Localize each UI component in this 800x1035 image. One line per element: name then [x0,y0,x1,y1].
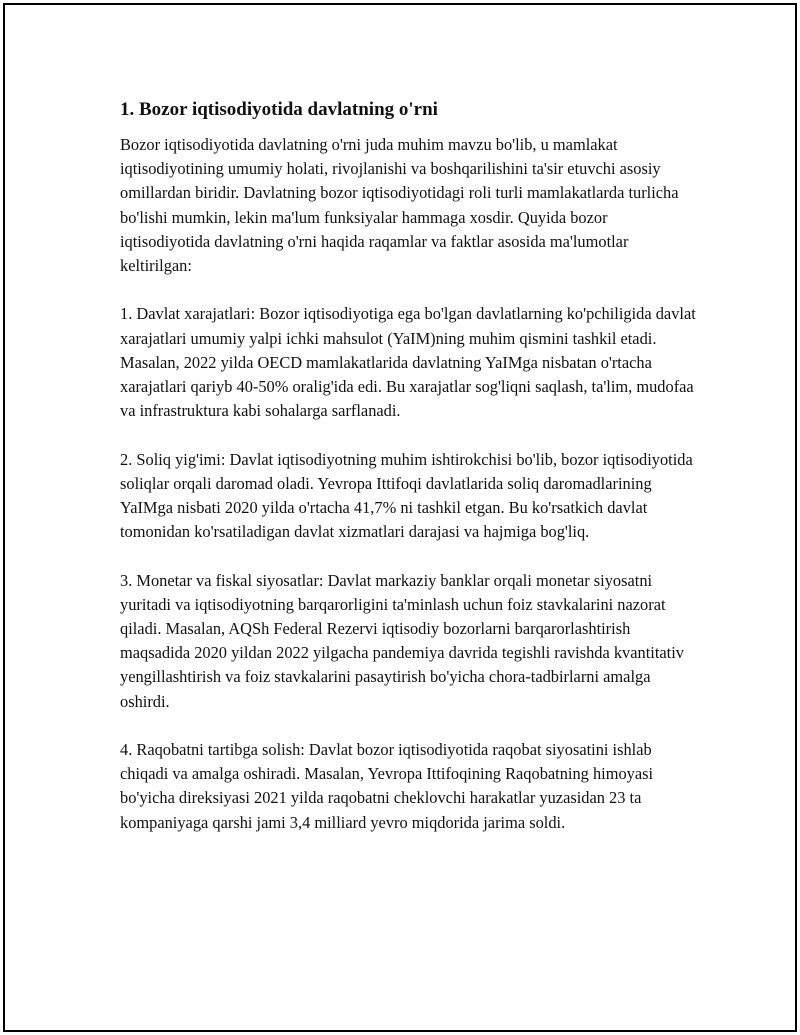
paragraph-government-spending: 1. Davlat xarajatlari: Bozor iqtisodiyotiga ega bo'lgan davlatlarning ko'pchiligida davlat xarajatlari umumiy yalpi ichki mahsulot (YaIM)ning muhim qismini tashkil etadi. Masalan, 2022 yilda OECD mamlakatlarida davlatning YaIMga nisbatan o'rtacha xarajatlari qariyb 40-50% oralig'ida edi. Bu xarajatlar sog'liqni saqlash, ta'lim, mudofaa va infrastruktura kabi sohalarga sarflanadi. [120,304,696,421]
page-frame [3,3,797,1032]
section-heading: 1. Bozor iqtisodiyotida davlatning o'rni [120,99,438,120]
paragraph-tax-collection: 2. Soliq yig'imi: Davlat iqtisodiyotning muhim ishtirokchisi bo'lib, bozor iqtisodiyotida soliqlar orqali daromad oladi. Yevropa Ittifoqi davlatlarida soliq daromadlarining YaIMga nisbati 2020 yilda o'rtacha 41,7% ni tashkil etgan. Bu ko'rsatkich davlat tomonidan ko'rsatiladigan davlat xizmatlari darajasi va hajmiga bog'liq. [120,449,693,542]
intro-paragraph: Bozor iqtisodiyotida davlatning o'rni juda muhim mavzu bo'lib, u mamlakat iqtisodiyotining umumiy holati, rivojlanishi va boshqarilishini ta'sir etuvchi asosiy omillardan biridir. Davlatning bozor iqtisodiyotidagi roli turli mamlakatlarda turlicha bo'lishi mumkin, lekin ma'lum funksiyalar hammaga xosdir. Quyida bozor iqtisodiyotida davlatning o'rni haqida raqamlar va faktlar asosida ma'lumotlar keltirilgan: [120,135,679,276]
document-body [120,97,700,859]
paragraph-competition-regulation: 4. Raqobatni tartibga solish: Davlat bozor iqtisodiyotida raqobat siyosatini ishlab chiqadi va amalga oshiradi. Masalan, Yevropa Ittifoqining Raqobatning himoyasi bo'yicha direksiyasi 2021 yilda raqobatni cheklovchi harakatlar yuzasidan 23 ta kompaniyaga qarshi jami 3,4 milliard yevro miqdorida jarima soldi. [120,740,654,832]
paragraph-monetary-fiscal-policy: 3. Monetar va fiskal siyosatlar: Davlat markaziy banklar orqali monetar siyosatni yuritadi va iqtisodiyotning barqarorligini ta'minlash uchun foiz stavkalarini nazorat qiladi. Masalan, AQSh Federal Rezervi iqtisodiy bozorlarni barqarorlashtirish maqsadida 2020 yildan 2022 yilgacha pandemiya davrida tegishli ravishda kvantitativ yengillashtirish va foiz stavkalarini pasaytirish bo'yicha chora-tadbirlarni amalga oshirdi. [120,570,684,711]
